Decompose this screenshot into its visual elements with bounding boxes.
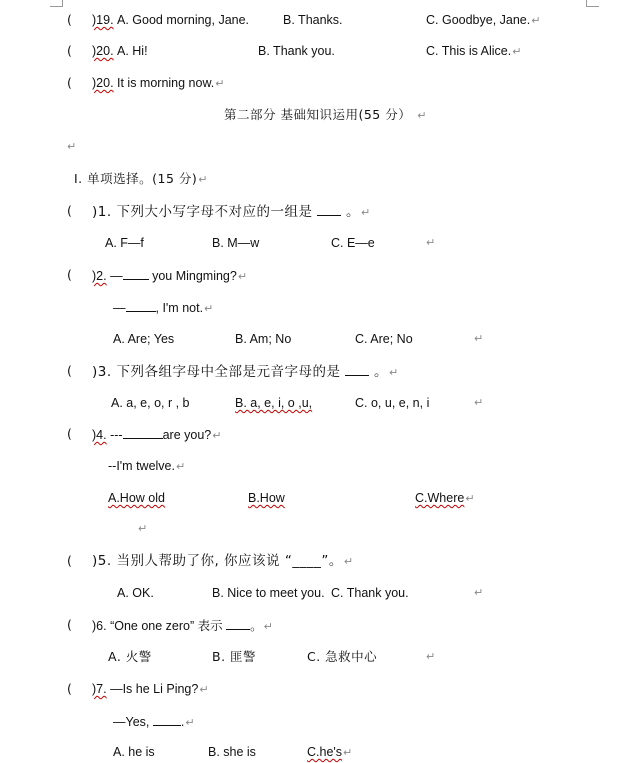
option-b: B. 匪警	[212, 649, 257, 664]
option-c: C.Where↵	[415, 491, 475, 505]
paragraph-mark-icon: ↵	[426, 651, 436, 663]
answer-paren: (	[67, 75, 72, 90]
answer-paren: (	[67, 363, 72, 378]
paragraph-mark-icon: ↵	[361, 206, 371, 219]
answer-line: —Yes, .↵	[113, 715, 195, 729]
paragraph-mark-icon: ↵	[343, 555, 354, 568]
option-a: A. 火警	[108, 649, 152, 664]
option-a: A. Good morning, Jane.	[117, 13, 250, 27]
question-stem: )5. 当别人帮助了你, 你应该说 “____”。↵	[92, 553, 354, 569]
paragraph-mark-icon: ↵	[426, 237, 436, 249]
option-b: B. Thanks.	[283, 13, 343, 27]
option-c: C. Are; No	[355, 332, 413, 346]
option-a: A. F—f	[105, 236, 144, 250]
paragraph-mark-icon: ↵	[417, 109, 427, 122]
option-a: A. he is	[113, 745, 155, 759]
option-c: C.he's↵	[307, 745, 353, 759]
paragraph-mark-icon: ↵	[215, 78, 225, 90]
answer-line: — , I'm not.↵	[113, 301, 214, 315]
section-heading: Ⅰ. 单项选择。(15 分)↵	[74, 171, 208, 186]
option-b: B.How	[248, 491, 285, 505]
paragraph-mark-icon: ↵	[389, 366, 399, 379]
paragraph-mark-icon: ↵	[199, 684, 209, 696]
paragraph-mark-icon: ↵	[185, 717, 195, 729]
question-stem: )7. —Is he Li Ping?↵	[92, 682, 209, 696]
option-c: C. 急救中心	[307, 649, 378, 664]
option-b: B. M—w	[212, 236, 260, 250]
answer-paren: (	[67, 12, 72, 27]
option-a: A. Are; Yes	[113, 332, 175, 346]
part-two-heading: 第二部分 基础知识运用(55 分） ↵	[224, 107, 427, 122]
option-b: B. Am; No	[235, 332, 292, 346]
question-number: )20.	[92, 44, 114, 58]
option-b: B. she is	[208, 745, 256, 759]
page-corner-mark-right	[586, 0, 599, 7]
question-stem: )3. 下列各组字母中全部是元音字母的是 。↵	[92, 364, 399, 380]
answer-line: --I'm twelve.↵	[108, 459, 186, 473]
option-c: C. E—e	[331, 236, 375, 250]
paragraph-mark-icon: ↵	[237, 271, 248, 283]
option-a: A. OK.	[117, 586, 154, 600]
paragraph-mark-icon: ↵	[198, 173, 208, 186]
option-b: B. a, e, i, o ,u,	[235, 396, 313, 410]
option-c: C. Goodbye, Jane.↵	[426, 13, 541, 27]
question-stem: )2. — you Mingming?↵	[92, 269, 248, 283]
paragraph-mark-icon: ↵	[263, 621, 273, 633]
option-c: C. Thank you.	[331, 586, 409, 600]
question-number: )20.	[92, 76, 114, 90]
answer-paren: (	[67, 43, 72, 58]
paragraph-mark-icon: ↵	[175, 461, 186, 473]
paragraph-mark-icon: ↵	[474, 333, 484, 345]
paragraph-mark-icon: ↵	[138, 523, 148, 535]
paragraph-mark-icon: ↵	[512, 46, 522, 58]
paragraph-mark-icon: ↵	[474, 587, 484, 599]
paragraph-mark-icon: ↵	[67, 141, 77, 153]
option-c: C. This is Alice.↵	[426, 44, 522, 58]
paragraph-mark-icon: ↵	[531, 15, 541, 27]
paragraph-mark-icon: ↵	[343, 747, 353, 759]
paragraph-mark-icon: ↵	[204, 303, 214, 315]
paragraph-mark-icon: ↵	[474, 397, 484, 409]
answer-paren: (	[67, 426, 72, 441]
statement-text: It is morning now.↵	[117, 76, 225, 90]
option-a: A. a, e, o, r , b	[111, 396, 190, 410]
option-c: C. o, u, e, n, i	[355, 396, 430, 410]
answer-paren: (	[67, 203, 72, 218]
answer-paren: (	[67, 617, 72, 632]
answer-paren: (	[67, 553, 72, 568]
option-a: A.How old	[108, 491, 165, 505]
option-b: B. Thank you.	[258, 44, 335, 58]
option-a: A. Hi!	[117, 44, 148, 58]
question-stem: )6. “One one zero” 表示 。↵	[92, 619, 273, 633]
option-b: B. Nice to meet you.	[212, 586, 325, 600]
answer-paren: (	[67, 267, 72, 282]
answer-paren: (	[67, 681, 72, 696]
question-stem: )4. --- are you?↵	[92, 428, 222, 442]
question-number: )19.	[92, 13, 114, 27]
question-stem: )1. 下列大小写字母不对应的一组是 。↵	[92, 204, 371, 220]
paragraph-mark-icon: ↵	[465, 493, 475, 505]
page-corner-mark-left	[50, 0, 63, 7]
paragraph-mark-icon: ↵	[212, 430, 222, 442]
